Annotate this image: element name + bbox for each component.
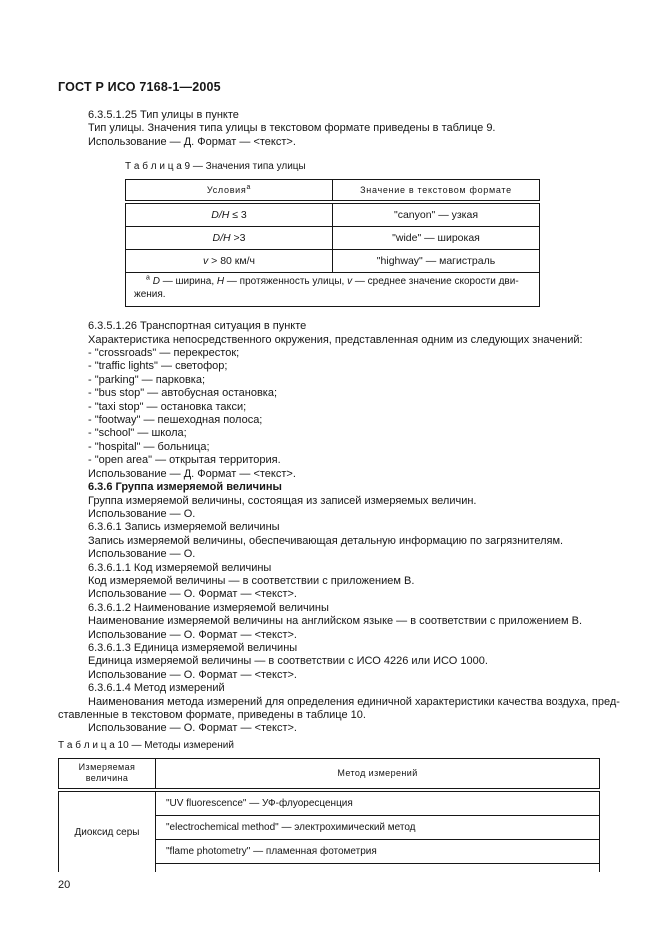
- sec-6-3-6-body: Группа измеряемой величины, состоящая из записей измеряемых величин.: [88, 494, 477, 507]
- sec-6-3-6-1-1-body: Код измеряемой величины — в соответствии с приложением В.: [88, 574, 415, 587]
- table-9-footnote-cell: [126, 273, 540, 307]
- sec-6-3-6-1-1-usage: Использование — О. Формат — <текст>.: [88, 588, 297, 601]
- var-v: v: [347, 276, 353, 288]
- sec-6-3-6-1-4-body-line1: Наименования метода измерений для определения единичной характеристики качества воздуха, пред-: [88, 695, 620, 708]
- condition-variable: D/H: [211, 209, 230, 222]
- method-cell: "flame photometry" — пламенная фотометрия: [156, 839, 600, 863]
- footnote-text-3: — среднее значение скорости дви-: [352, 276, 519, 288]
- table-row: [126, 250, 540, 273]
- table-10-body: [59, 790, 600, 873]
- list-item: - "traffic lights" — светофор;: [88, 360, 228, 373]
- table-9-head: [126, 180, 540, 203]
- table-9-col-conditions: [126, 180, 333, 203]
- value-cell: "highway" — магистраль: [333, 250, 540, 273]
- condition-variable: D/H: [212, 232, 231, 245]
- sec-6-3-6-1-body: Запись измеряемой величины, обеспечивающая детальную информацию по загрязнителям.: [88, 534, 564, 547]
- table-9-header-row: [126, 180, 540, 203]
- condition-cell: [126, 250, 333, 273]
- sec-6-3-6-1-3-title: 6.3.6.1.3 Единица измеряемой величины: [88, 641, 298, 654]
- list-item: - "school" — школа;: [88, 427, 187, 440]
- table-10-head: [59, 758, 600, 790]
- table-9-footnote-line1: [134, 276, 531, 289]
- table-10-caption: Т а б л и ц а 10 — Методы измерений: [58, 739, 234, 751]
- list-item: - "open area" — открытая территория.: [88, 454, 281, 467]
- condition-variable: v: [202, 255, 209, 268]
- value-cell: "wide" — широкая: [333, 227, 540, 250]
- table-row: [126, 227, 540, 250]
- table-10-header-row: [59, 758, 600, 790]
- pollutant-cell: Диоксид серы: [59, 790, 156, 873]
- sec-6-3-6-1-2-usage: Использование — О. Формат — <текст>.: [88, 628, 297, 641]
- sec-6-3-6-1-4-usage: Использование — О. Формат — <текст>.: [88, 722, 297, 735]
- sec-6-3-5-1-25-body: Тип улицы. Значения типа улицы в текстовом формате приведены в таблице 9.: [88, 122, 496, 135]
- condition-cell: [126, 202, 333, 227]
- sec-6-3-5-1-26-usage: Использование — Д. Формат — <текст>.: [88, 467, 296, 480]
- empty-continuation-cell: [156, 863, 600, 872]
- list-item: - "bus stop" — автобусная остановка;: [88, 387, 278, 400]
- sec-6-3-6-1-2-title: 6.3.6.1.2 Наименование измеряемой величины: [88, 601, 329, 614]
- table-10-col-quantity: Измеряемая величина: [59, 758, 156, 790]
- table-9-footnote-row: [126, 273, 540, 307]
- list-item: - "hospital" — больница;: [88, 440, 210, 453]
- sec-6-3-6-1-3-usage: Использование — О. Формат — <текст>.: [88, 668, 297, 681]
- var-d: D: [152, 276, 160, 288]
- footnote-marker: a: [146, 274, 150, 282]
- condition-cell: [126, 227, 333, 250]
- footnote-text-2: — протяженность улицы,: [224, 276, 348, 288]
- condition-rest: ≤ 3: [229, 209, 247, 222]
- value-cell: "canyon" — узкая: [333, 202, 540, 227]
- sec-6-3-6-usage: Использование — О.: [88, 507, 196, 520]
- footnote-ref-marker: a: [246, 184, 252, 192]
- list-item: - "taxi stop" — остановка такси;: [88, 400, 247, 413]
- table-9-footnote-line2: жения.: [134, 288, 166, 300]
- method-cell: "UV fluorescence" — УФ-флуоресценция: [156, 790, 600, 816]
- sec-6-3-6-1-1-title: 6.3.6.1.1 Код измеряемой величины: [88, 561, 272, 574]
- list-item: - "parking" — парковка;: [88, 373, 206, 386]
- var-h: H: [216, 276, 225, 288]
- sec-6-3-6-1-title: 6.3.6.1 Запись измеряемой величины: [88, 521, 280, 534]
- condition-rest: >3: [230, 232, 246, 245]
- sec-6-3-6-1-4-body-line2: ставленные в текстовом формате, приведены в таблице 10.: [58, 709, 366, 721]
- page-number: 20: [58, 879, 71, 892]
- sec-6-3-6-title: 6.3.6 Группа измеряемой величины: [88, 481, 282, 494]
- table-10-col-method: Метод измерений: [156, 758, 600, 790]
- list-item: - "crossroads" — перекресток;: [88, 347, 240, 360]
- table-9-body: [126, 202, 540, 307]
- table-9: [125, 179, 540, 307]
- table-row: [126, 202, 540, 227]
- sec-6-3-6-1-3-body: Единица измеряемой величины — в соответствии с ИСО 4226 или ИСО 1000.: [88, 655, 488, 668]
- sec-6-3-5-1-25-usage: Использование — Д. Формат — <текст>.: [88, 135, 296, 148]
- table-9-col-value: Значение в текстовом формате: [333, 180, 540, 203]
- list-item: - "footway" — пешеходная полоса;: [88, 414, 263, 427]
- table-9-col-conditions-label: Условия: [206, 185, 247, 196]
- sec-6-3-5-1-26-title: 6.3.5.1.26 Транспортная ситуация в пункте: [88, 320, 307, 333]
- table-10: [58, 758, 600, 873]
- method-cell: "electrochemical method" — электрохимический метод: [156, 815, 600, 839]
- table-9-caption: Т а б л и ц а 9 — Значения типа улицы: [125, 161, 306, 173]
- sec-6-3-6-1-2-body: Наименование измеряемой величины на английском языке — в соответствии с приложением В.: [88, 615, 583, 628]
- sec-6-3-6-1-usage: Использование — О.: [88, 548, 196, 561]
- page-header: ГОСТ Р ИСО 7168-1—2005: [58, 80, 221, 94]
- sec-6-3-6-1-4-title: 6.3.6.1.4 Метод измерений: [88, 682, 225, 695]
- sec-6-3-5-1-26-body: Характеристика непосредственного окружения, представленная одним из следующих значений:: [88, 333, 583, 346]
- condition-rest: > 80 км/ч: [208, 255, 255, 268]
- sec-6-3-5-1-25-title: 6.3.5.1.25 Тип улицы в пункте: [88, 109, 239, 121]
- table-row: [59, 790, 600, 816]
- footnote-text-1: — ширина,: [159, 276, 217, 288]
